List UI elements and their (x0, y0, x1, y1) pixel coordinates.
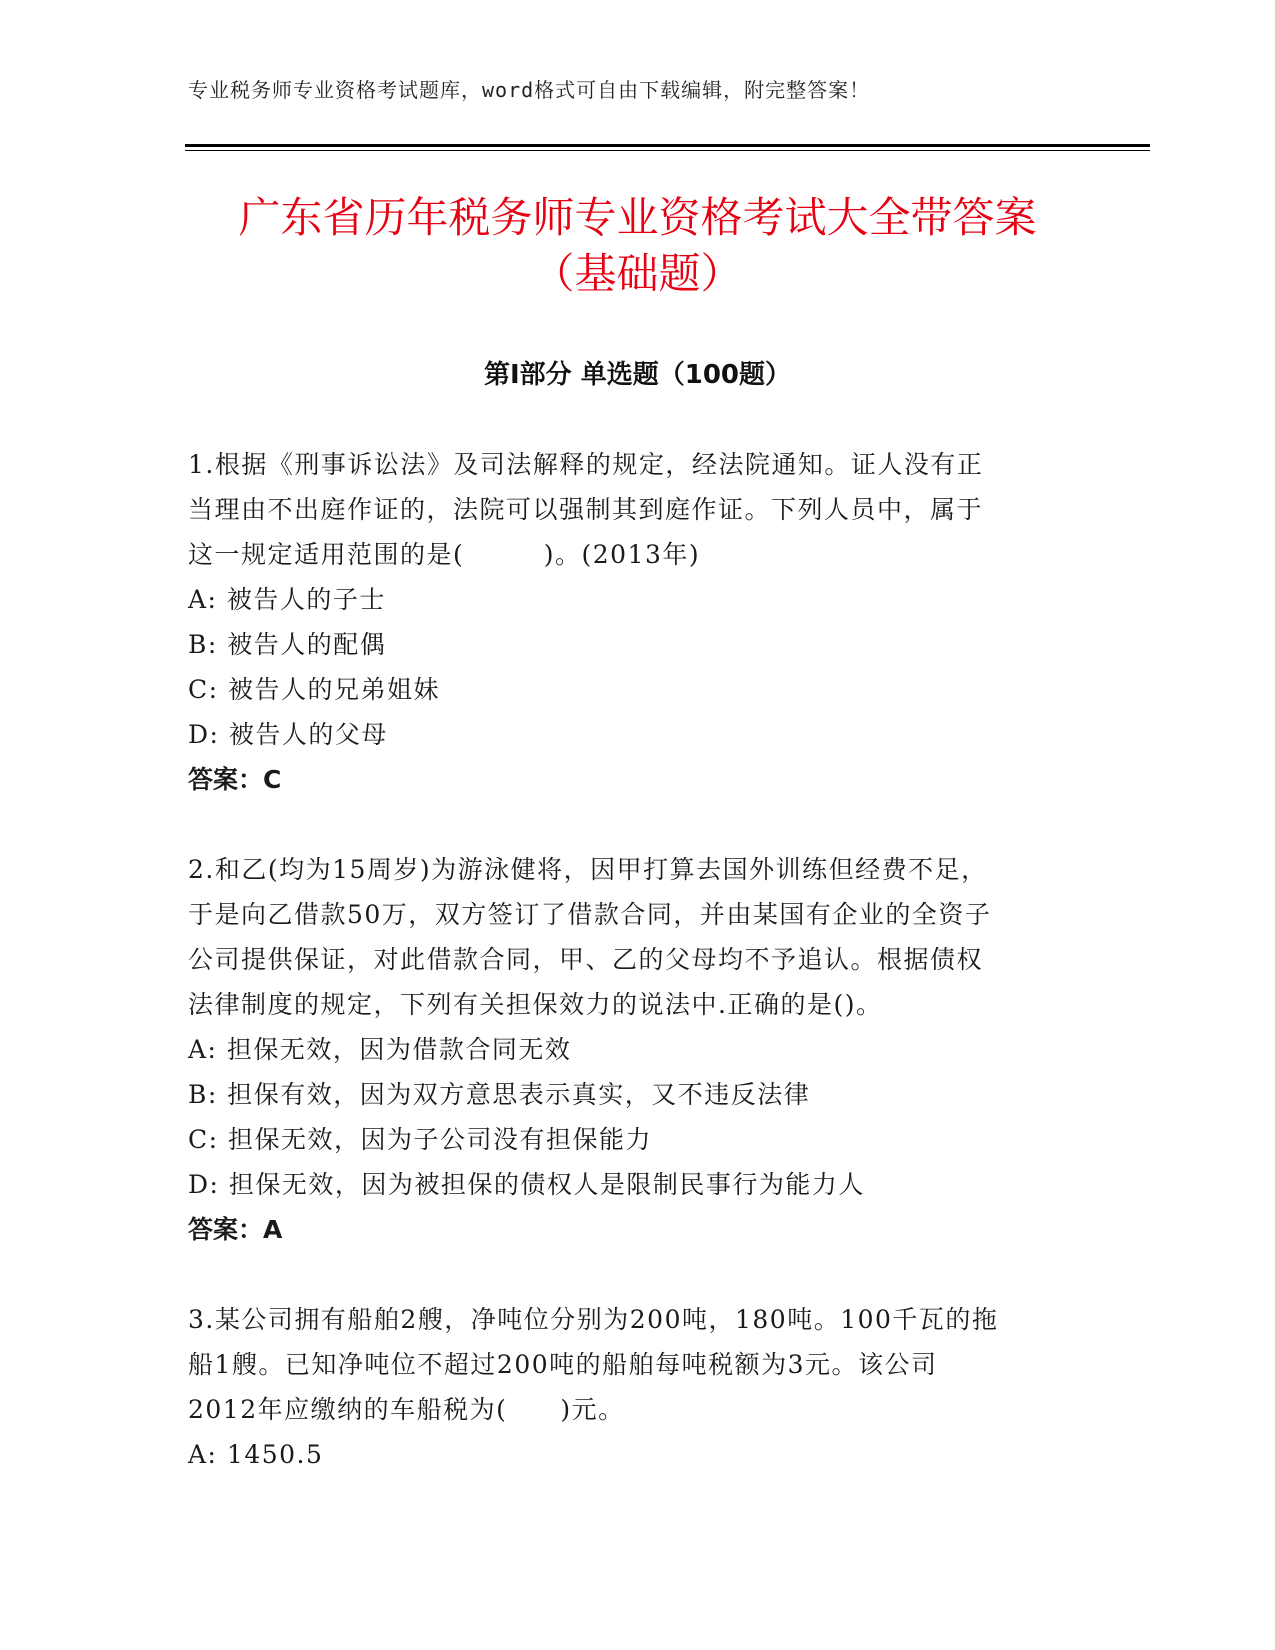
question-1-option-d: D: 被告人的父母 (188, 720, 388, 749)
section-title: 第Ⅰ部分 单选题（100题） (484, 360, 791, 390)
header-note: 专业税务师专业资格考试题库，word格式可自由下载编辑，附完整答案！ (188, 78, 871, 102)
question-2-line-1: 2.和乙(均为15周岁)为游泳健将，因甲打算去国外训练但经费不足， (188, 855, 988, 884)
question-list (188, 442, 1088, 1477)
question-2-option-a: A: 担保无效，因为借款合同无效 (188, 1035, 572, 1064)
question-1 (188, 442, 1088, 802)
question-2-option-d: D: 担保无效，因为被担保的债权人是限制民事行为能力人 (188, 1170, 865, 1199)
document-title-line1: 广东省历年税务师专业资格考试大全带答案 (238, 193, 1037, 242)
question-1-answer: 答案：C (188, 765, 282, 794)
question-2-line-3: 公司提供保证，对此借款合同，甲、乙的父母均不予追认。根据债权 (188, 945, 984, 974)
question-1-line-1: 1.根据《刑事诉讼法》及司法解释的规定，经法院通知。证人没有正 (188, 450, 984, 479)
question-3-option-a: A: 1450.5 (188, 1440, 324, 1469)
question-3-line-2: 船1艘。已知净吨位不超过200吨的船舶每吨税额为3元。该公司 (188, 1350, 938, 1379)
question-1-line-2: 当理由不出庭作证的，法院可以强制其到庭作证。下列人员中，属于 (188, 495, 984, 524)
question-spacer (188, 802, 1088, 847)
question-2-line-4: 法律制度的规定，下列有关担保效力的说法中.正确的是()。 (188, 990, 883, 1019)
question-3 (188, 1297, 1088, 1477)
header-rule-thick (185, 144, 1150, 147)
question-1-option-c: C: 被告人的兄弟姐妹 (188, 675, 440, 704)
header-rule-thin (185, 150, 1150, 151)
question-2-option-c: C: 担保无效，因为子公司没有担保能力 (188, 1125, 652, 1154)
question-1-line-3: 这一规定适用范围的是( )。(2013年) (188, 540, 701, 569)
question-2-answer: 答案：A (188, 1215, 283, 1244)
question-spacer (188, 1252, 1088, 1297)
question-3-line-3: 2012年应缴纳的车船税为( )元。 (188, 1395, 625, 1424)
question-2-option-b: B: 担保有效，因为双方意思表示真实，又不违反法律 (188, 1080, 811, 1109)
document-title-line2: （基础题） (532, 249, 743, 298)
question-3-line-1: 3.某公司拥有船舶2艘，净吨位分别为200吨，180吨。100千瓦的拖 (188, 1305, 999, 1334)
question-1-option-b: B: 被告人的配偶 (188, 630, 387, 659)
document-title (150, 190, 1125, 302)
question-1-option-a: A: 被告人的子士 (188, 585, 386, 614)
question-2 (188, 847, 1088, 1252)
question-2-line-2: 于是向乙借款50万，双方签订了借款合同，并由某国有企业的全资子 (188, 900, 992, 929)
